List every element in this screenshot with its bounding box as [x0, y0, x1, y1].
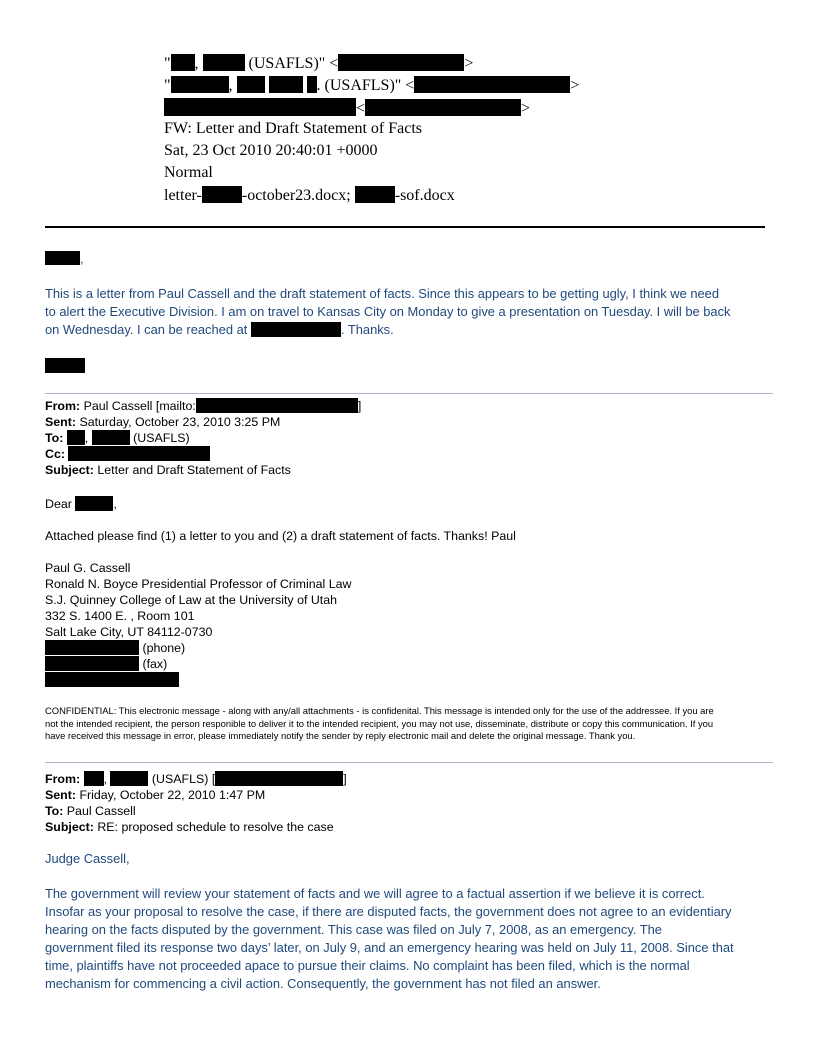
- redaction-block: [202, 186, 242, 203]
- attachment-2[interactable]: -sof.docx: [355, 187, 455, 204]
- confidentiality-notice: CONFIDENTIAL: This electronic message - along with any/all attachments - is confidenital. This message is intended only for the use of the addressee. If you are not the intended recipient, the person responible to deliver it to the intended recipient, you may not use, disseminate, distribute or copy this communication. If you have received this message in error, please immediately notify the sender by reply electronic mail and delete the original message. Thank you.: [45, 705, 714, 741]
- redaction-block: [45, 358, 85, 373]
- message3-to-row: To: Paul Cassell: [45, 804, 136, 818]
- redaction-block: [307, 76, 317, 93]
- redaction-block: [75, 496, 113, 511]
- redaction-block: [203, 54, 245, 71]
- message2-body: Attached please find (1) a letter to you and (2) a draft statement of facts. Thanks! Paul: [45, 529, 516, 543]
- redaction-block: [196, 398, 358, 413]
- redaction-block: [215, 771, 343, 786]
- message2-dear: Dear ,: [45, 497, 117, 511]
- redaction-block: [68, 446, 210, 461]
- attachments-value: [164, 186, 455, 205]
- redaction-block: [110, 771, 148, 786]
- redaction-block: [365, 99, 521, 116]
- message3-subject-row: Subject: RE: proposed schedule to resolve the case: [45, 820, 334, 834]
- redaction-block: [251, 322, 341, 337]
- message1-body: This is a letter from Paul Cassell and the draft statement of facts. Since this appears to be getting ugly, I think we need to alert the Executive Division. I am on travel to Kansas City on Monday to give a presentation on Tuesday. I will be back on Wednesday. I can be reached at . Thanks.: [45, 286, 731, 337]
- message-divider: [45, 762, 773, 763]
- subject-value: FW: Letter and Draft Statement of Facts: [164, 120, 422, 137]
- importance-value: Normal: [164, 164, 213, 181]
- message3-from-row: From: , (USAFLS) [ ]: [45, 772, 347, 786]
- redaction-block: [92, 430, 130, 445]
- message2-cc-row: Cc:: [45, 446, 775, 462]
- message1-signature: [45, 357, 775, 375]
- redaction-block: [45, 672, 179, 687]
- redaction-block: [171, 54, 195, 71]
- message3-greeting: Judge Cassell,: [45, 851, 130, 866]
- redaction-block: [84, 771, 104, 786]
- redaction-block: [45, 251, 80, 265]
- date-value: Sat, 23 Oct 2010 20:40:01 +0000: [164, 142, 378, 159]
- attachment-1[interactable]: letter- -october23.docx;: [164, 187, 351, 204]
- message2-sent-row: Sent: Saturday, October 23, 2010 3:25 PM: [45, 415, 281, 429]
- redaction-block: [355, 186, 395, 203]
- from-value: " , (USAFLS)" < >: [164, 55, 474, 72]
- cc-value: < >: [164, 98, 530, 118]
- message3-sent-row: Sent: Friday, October 22, 2010 1:47 PM: [45, 788, 266, 802]
- redaction-block: [237, 76, 265, 93]
- redaction-block: [45, 656, 139, 671]
- redaction-block: [269, 76, 303, 93]
- redaction-block: [67, 430, 85, 445]
- redaction-block: [45, 640, 139, 655]
- message3-body: The government will review your statement of facts and we will agree to a factual assertion if we believe it is correct. Insofar as your proposal to resolve the case, if there are disputed facts, the government does not agree to an evidentiary hearing on the facts disputed by the government. This case was filed on July 7, 2008, as an emergency. The government filed its response two days’ later, on July 9, and an emergency hearing was held on July 11, 2008. Since that time, plaintiffs have not proceeded apace to pursue their claims. No complaint has been filed, which is the normal mechanism for commencing a civil action. Consequently, the government has not filed an answer.: [45, 886, 734, 991]
- message2-from-row: From: Paul Cassell [mailto: ]: [45, 399, 362, 413]
- to-value: " , . (USAFLS)" < >: [164, 77, 580, 94]
- message2-signature: Paul G. Cassell Ronald N. Boyce Presidential Professor of Criminal Law S.J. Quinney College of Law at the University of Utah 332 S. 1400 E. , Room 101 Salt Lake City, UT 84112-0730 (phone) (fax): [45, 560, 775, 688]
- message2-to-row: To: , (USAFLS): [45, 431, 190, 445]
- message-divider: [45, 393, 773, 394]
- redaction-block: [164, 98, 356, 116]
- message2-subject-row: Subject: Letter and Draft Statement of Facts: [45, 463, 291, 477]
- redaction-block: [414, 76, 570, 93]
- message1-greeting: ,: [45, 250, 775, 268]
- header-divider: [45, 226, 765, 228]
- redaction-block: [171, 76, 229, 93]
- redaction-block: [338, 54, 464, 71]
